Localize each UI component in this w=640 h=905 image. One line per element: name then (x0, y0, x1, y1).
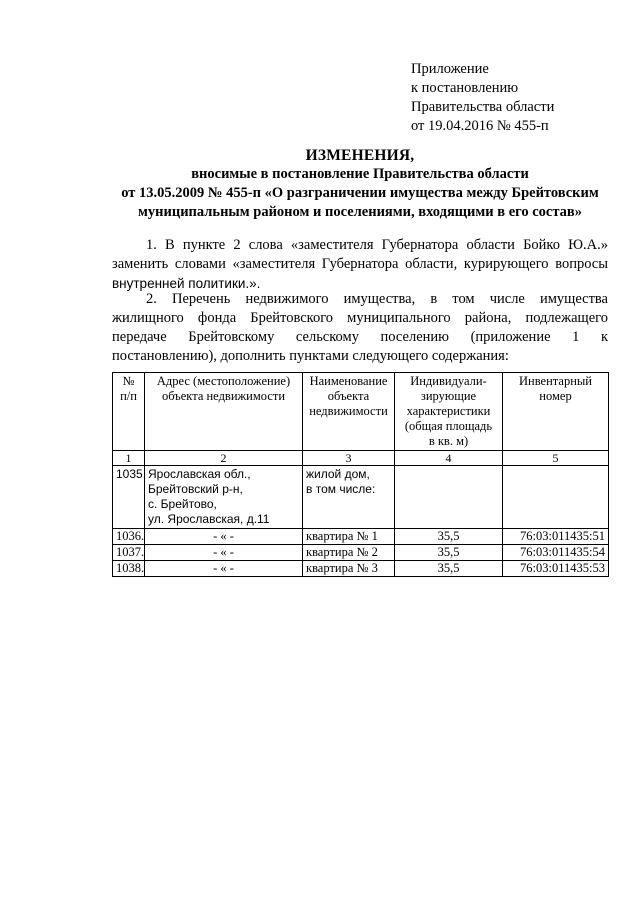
cell-inventory: 76:03:011435:53 (503, 561, 609, 577)
cell-area: 35,5 (395, 561, 503, 577)
table-index-row (113, 451, 609, 466)
header-number: № п/п (113, 373, 145, 451)
document-title (80, 146, 640, 222)
table-header-row (113, 373, 609, 451)
title-heading: ИЗМЕНЕНИЯ, (305, 147, 415, 164)
cell-number: 1037. (113, 545, 145, 561)
cell-area (395, 466, 503, 529)
cell-number: 1038. (113, 561, 145, 577)
cell-inventory (503, 466, 609, 529)
cell-name: квартира № 1 (303, 529, 395, 545)
title-line: от 13.05.2009 № 455-п «О разграничении имущества между Брейтовским (121, 185, 599, 201)
index-cell: 5 (503, 451, 609, 466)
header-name: Наименование объекта недвижимости (303, 373, 395, 451)
cell-inventory: 76:03:011435:54 (503, 545, 609, 561)
paragraph-line: жилищного фонда Брейтовского муниципального района, подлежащего (112, 310, 608, 326)
appendix-line: Приложение (411, 61, 489, 77)
paragraph-line: внутренней политики.». (112, 276, 261, 291)
property-table (112, 372, 609, 577)
table-row (113, 529, 609, 545)
paragraph-2 (112, 290, 608, 366)
header-address: Адрес (местоположение) объекта недвижимости (145, 373, 303, 451)
paragraph-line: постановлению), дополнить пунктами следующего содержания: (112, 348, 509, 364)
cell-inventory: 76:03:011435:51 (503, 529, 609, 545)
header-characteristics: Индивидуали- зирующие характеристики (общая площадь в кв. м) (395, 373, 503, 451)
header-inventory: Инвентарный номер (503, 373, 609, 451)
paragraph-line: заменить словами «заместителя Губернатора области, курирующего вопросы (112, 256, 608, 272)
cell-name: квартира № 2 (303, 545, 395, 561)
appendix-line: от 19.04.2016 № 455-п (411, 118, 549, 134)
index-cell: 1 (113, 451, 145, 466)
title-line: вносимые в постановление Правительства области (191, 166, 529, 182)
paragraph-line: 1. В пункте 2 слова «заместителя Губернатора области Бойко Ю.А.» (146, 237, 608, 253)
paragraph-1 (112, 236, 608, 293)
cell-area: 35,5 (395, 545, 503, 561)
cell-address: - « - (145, 545, 303, 561)
cell-name: жилой дом, в том числе: (303, 466, 395, 529)
cell-area: 35,5 (395, 529, 503, 545)
appendix-line: к постановлению (411, 80, 519, 96)
cell-name: квартира № 3 (303, 561, 395, 577)
index-cell: 3 (303, 451, 395, 466)
table-row (113, 466, 609, 529)
appendix-line: Правительства области (411, 99, 555, 115)
paragraph-line: 2. Перечень недвижимого имущества, в том числе имущества (146, 291, 608, 307)
cell-address: - « - (145, 561, 303, 577)
cell-number: 1036. (113, 529, 145, 545)
cell-address: Ярославская обл., Брейтовский р-н, с. Брейтово, ул. Ярославская, д.11 (145, 466, 303, 529)
index-cell: 2 (145, 451, 303, 466)
index-cell: 4 (395, 451, 503, 466)
paragraph-line: передаче Брейтовскому сельскому поселению (приложение 1 к (112, 329, 608, 345)
cell-address: - « - (145, 529, 303, 545)
table-row (113, 545, 609, 561)
title-line: муниципальным районом и поселениями, входящими в его состав» (138, 204, 582, 220)
appendix-block (411, 60, 554, 136)
table-row (113, 561, 609, 577)
cell-number: 1035. (113, 466, 145, 529)
